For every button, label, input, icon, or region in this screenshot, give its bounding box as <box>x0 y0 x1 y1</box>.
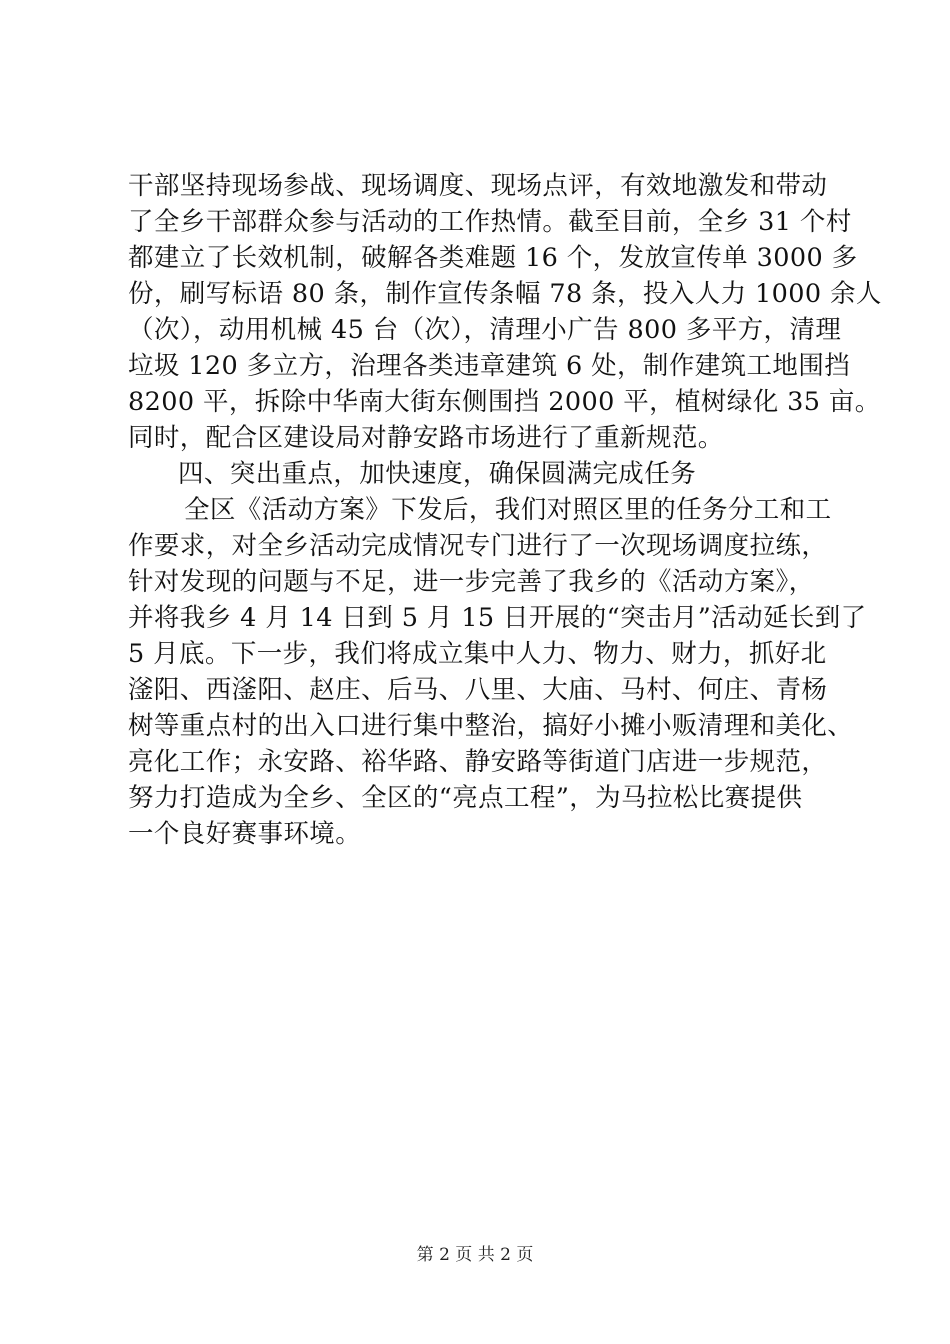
text-line: 份，刷写标语 80 条，制作宣传条幅 78 条，投入人力 1000 余人 <box>128 279 882 309</box>
text-line: 5 月底。下一步，我们将成立集中人力、物力、财力，抓好北 <box>128 639 827 669</box>
text-line: 干部坚持现场参战、现场调度、现场点评，有效地激发和带动 <box>128 171 828 201</box>
section-heading: 四、突出重点，加快速度，确保圆满完成任务 <box>178 459 697 489</box>
text-line: 垃圾 120 多立方，治理各类违章建筑 6 处，制作建筑工地围挡 <box>128 351 851 381</box>
page-footer: 第 2 页 共 2 页 <box>416 1245 534 1265</box>
body-text <box>128 168 882 852</box>
text-line: （次），动用机械 45 台（次），清理小广告 800 多平方，清理 <box>128 315 842 345</box>
text-line: 作要求，对全乡活动完成情况专门进行了一次现场调度拉练， <box>128 531 828 561</box>
text-line: 一个良好赛事环境。 <box>128 819 362 849</box>
text-line: 针对发现的问题与不足，进一步完善了我乡的《活动方案》， <box>128 567 815 597</box>
paragraph-first-line: 全区《活动方案》下发后，我们对照区里的任务分工和工 <box>184 495 832 525</box>
text-line: 滏阳、西滏阳、赵庄、后马、八里、大庙、马村、何庄、青杨 <box>128 675 828 705</box>
text-line: 并将我乡 4 月 14 日到 5 月 15 日开展的“突击月”活动延长到了 <box>128 603 867 633</box>
text-line: 都建立了长效机制，破解各类难题 16 个，发放宣传单 3000 多 <box>128 243 858 273</box>
text-line: 了全乡干部群众参与活动的工作热情。截至目前，全乡 31 个村 <box>128 207 852 237</box>
text-line: 8200 平，拆除中华南大街东侧围挡 2000 平，植树绿化 35 亩。 <box>128 387 881 417</box>
text-line: 亮化工作；永安路、裕华路、静安路等街道门店进一步规范， <box>128 747 828 777</box>
text-line: 努力打造成为全乡、全区的“亮点工程”，为马拉松比赛提供 <box>128 783 803 813</box>
text-line: 同时，配合区建设局对静安路市场进行了重新规范。 <box>128 423 724 453</box>
text-line: 树等重点村的出入口进行集中整治，搞好小摊小贩清理和美化、 <box>128 711 854 741</box>
